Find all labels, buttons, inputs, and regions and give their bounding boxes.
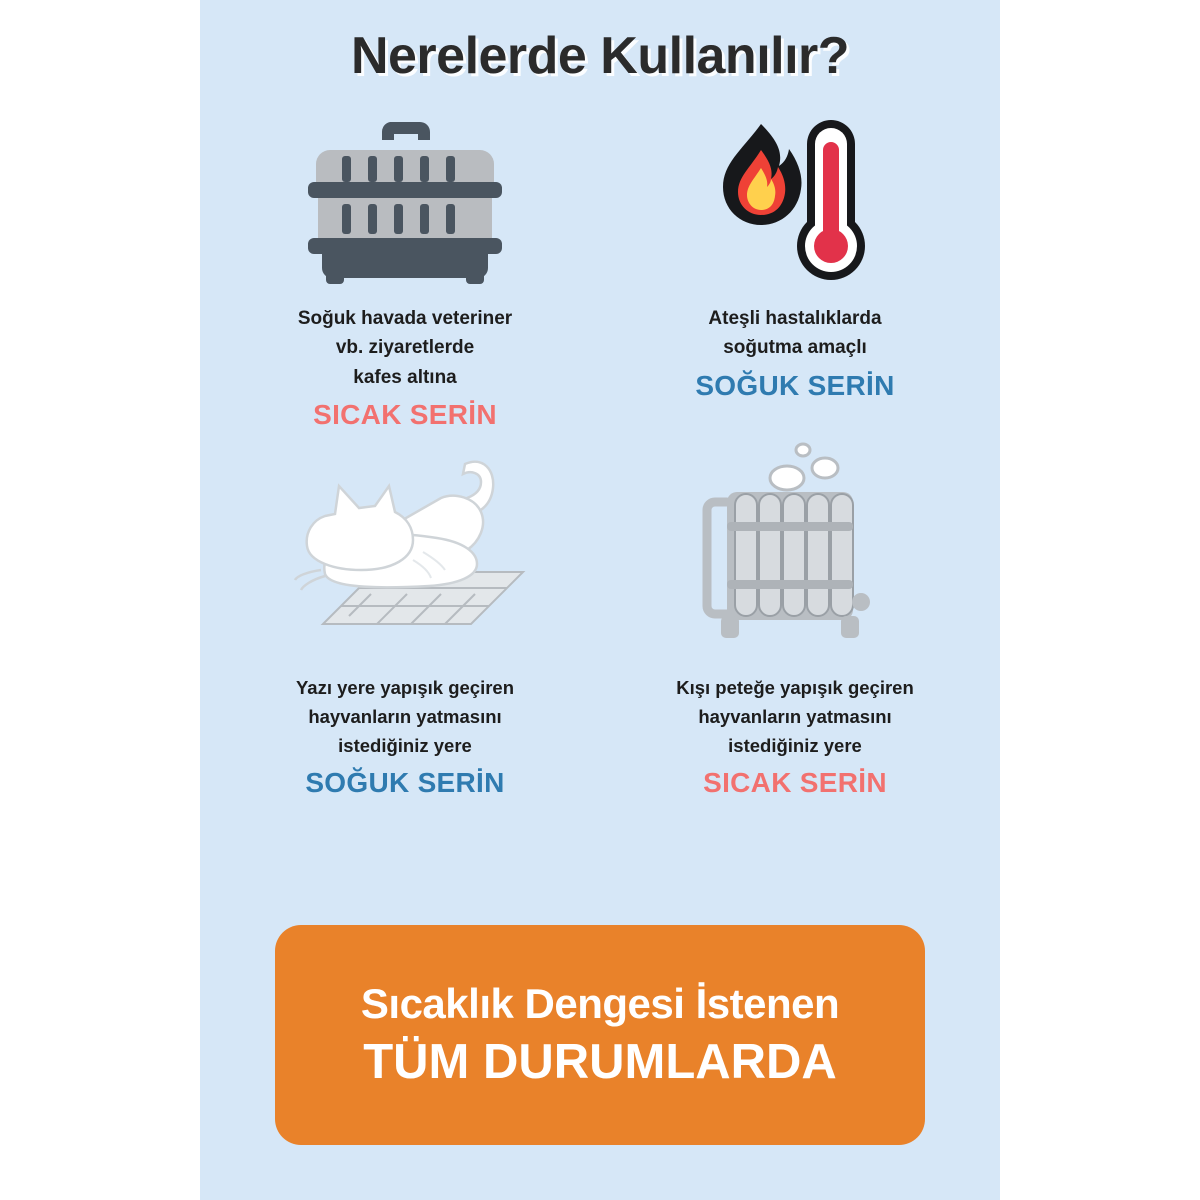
caption-line: Yazı yere yapışık geçiren: [295, 677, 515, 699]
usage-item-caption: [708, 304, 881, 363]
caption-line: istediğiniz yere: [728, 734, 862, 756]
caption-line: kafes altına: [353, 366, 457, 388]
usage-item-winter: [600, 431, 990, 799]
caption-line: vb. ziyaretlerde: [335, 337, 475, 359]
usage-grid: [200, 86, 1000, 799]
caption-line: Kışı peteğe yapışık geçiren: [676, 677, 914, 699]
usage-item-tagline: SICAK SERİN: [703, 767, 887, 799]
banner-line-2: TÜM DURUMLARDA: [363, 1035, 837, 1089]
page-title: Nerelerde Kullanılır?: [350, 27, 850, 85]
caption-line: hayvanların yatmasını: [308, 705, 502, 727]
usage-item-caption: [296, 674, 514, 760]
caption-line: Soğuk havada veteriner: [297, 308, 513, 329]
caption-line: hayvanların yatmasını: [698, 705, 892, 727]
caption-line: istediğiniz yere: [338, 734, 472, 756]
usage-item-tagline: SICAK SERİN: [313, 399, 497, 431]
usage-item-tagline: SOĞUK SERİN: [305, 767, 505, 799]
banner-line-1: Sıcaklık Dengesi İstenen: [360, 980, 840, 1027]
flame-thermometer-icon: [695, 96, 895, 296]
caption-line: Ateşli hastalıklarda: [708, 308, 882, 329]
usage-item-carrier: [210, 96, 600, 431]
summary-banner: [275, 925, 925, 1145]
radiator-icon: [675, 431, 915, 666]
usage-item-caption: [298, 304, 512, 392]
usage-item-summer: [210, 431, 600, 799]
usage-item-caption: [676, 674, 914, 760]
caption-line: soğutma amaçlı: [723, 337, 867, 359]
pet-carrier-icon: [290, 96, 520, 296]
usage-item-tagline: SOĞUK SERİN: [695, 369, 895, 401]
poster-canvas: [200, 0, 1000, 1200]
usage-item-fever: [600, 96, 990, 431]
cat-lying-on-tiles-icon: [265, 431, 545, 666]
